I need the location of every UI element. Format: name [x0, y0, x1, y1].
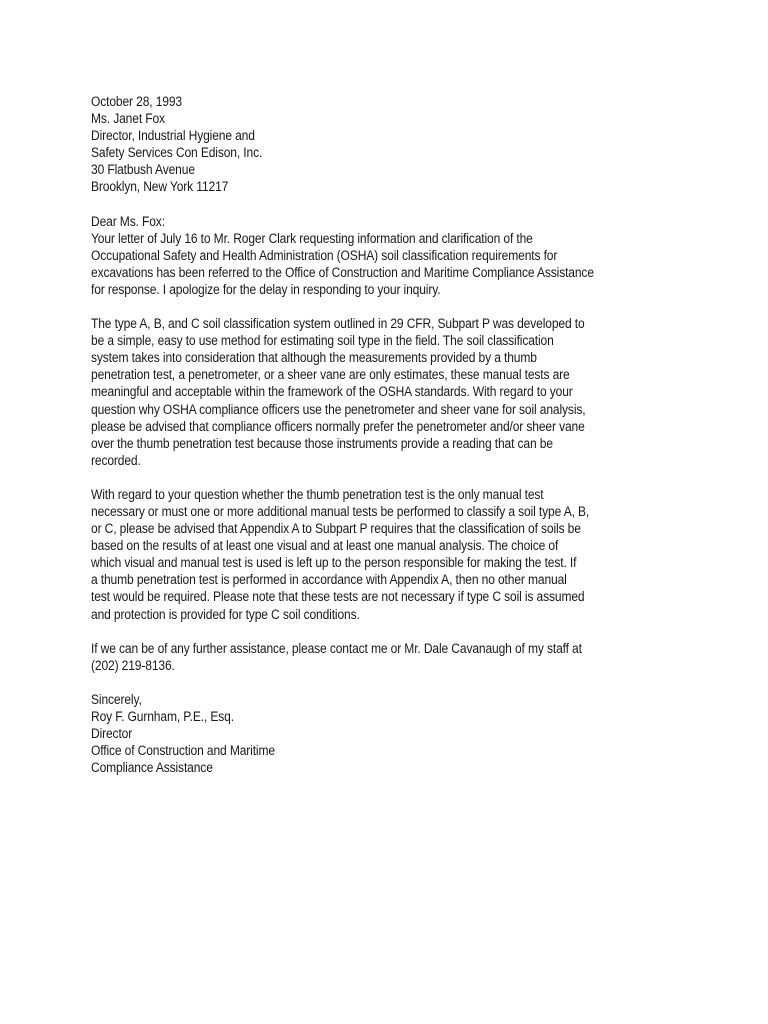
paragraph-line: a thumb penetration test is performed in accordance with Appendix A, then no other manual	[91, 572, 567, 588]
recipient-city: Brooklyn, New York 11217	[91, 179, 229, 195]
signer-office: Office of Construction and Maritime	[91, 743, 275, 759]
paragraph-line: Occupational Safety and Health Administration (OSHA) soil classification requirements for	[91, 247, 558, 263]
paragraph-line: (202) 219-8136.	[91, 657, 175, 673]
paragraph-line: excavations has been referred to the Office of Construction and Maritime Compliance Assistance	[91, 264, 594, 280]
recipient-name: Ms. Janet Fox	[91, 111, 165, 127]
paragraph-2	[91, 315, 631, 469]
signer-name: Roy F. Gurnham, P.E., Esq.	[91, 708, 234, 724]
signer-title: Director	[91, 726, 133, 741]
paragraph-line: necessary or must one or more additional manual tests be performed to classify a soil type A, B,	[91, 503, 590, 519]
paragraph-line: over the thumb penetration test because those instruments provide a reading that can be	[91, 435, 553, 451]
salutation: Dear Ms. Fox:	[91, 213, 165, 229]
paragraph-line: Your letter of July 16 to Mr. Roger Clark requesting information and clarification of the	[91, 230, 533, 246]
recipient-address	[91, 110, 631, 195]
paragraph-line: which visual and manual test is used is left up to the person responsible for making the test. If	[91, 555, 577, 571]
paragraph-line: and protection is provided for type C soil conditions.	[91, 606, 360, 622]
paragraph-line: for response. I apologize for the delay in responding to your inquiry.	[91, 281, 441, 297]
paragraph-line: The type A, B, and C soil classification system outlined in 29 CFR, Subpart P was developed to	[91, 316, 585, 332]
paragraph-line: system takes into consideration that although the measurements provided by a thumb	[91, 350, 537, 366]
paragraph-line: be a simple, easy to use method for estimating soil type in the field. The soil classification	[91, 333, 554, 349]
paragraph-line: or C, please be advised that Appendix A to Subpart P requires that the classification of soils be	[91, 521, 581, 537]
paragraph-line: test would be required. Please note that these tests are not necessary if type C soil is assumed	[91, 589, 585, 605]
paragraph-line: recorded.	[91, 452, 141, 468]
paragraph-line: meaningful and acceptable within the framework of the OSHA standards. With regard to your	[91, 384, 573, 400]
recipient-company: Safety Services Con Edison, Inc.	[91, 145, 263, 161]
paragraph-4	[91, 640, 631, 674]
paragraph-line: With regard to your question whether the thumb penetration test is the only manual test	[91, 486, 544, 502]
letter-page	[91, 93, 631, 776]
paragraph-line: please be advised that compliance officers normally prefer the penetrometer and/or sheer vane	[91, 418, 585, 434]
recipient-title: Director, Industrial Hygiene and	[91, 128, 255, 144]
signature-block	[91, 708, 631, 776]
paragraph-line: question why OSHA compliance officers use the penetrometer and sheer vane for soil analysis,	[91, 401, 586, 417]
paragraph-line: If we can be of any further assistance, please contact me or Mr. Dale Cavanaugh of my staff at	[91, 640, 582, 656]
signer-office-continued: Compliance Assistance	[91, 760, 213, 776]
paragraph-line: based on the results of at least one visual and at least one manual analysis. The choice of	[91, 538, 559, 554]
paragraph-1	[91, 230, 631, 298]
recipient-street: 30 Flatbush Avenue	[91, 162, 195, 178]
paragraph-line: penetration test, a penetrometer, or a sheer vane are only estimates, these manual tests are	[91, 367, 570, 383]
closing: Sincerely,	[91, 691, 142, 707]
paragraph-3	[91, 486, 631, 623]
letter-date: October 28, 1993	[91, 94, 182, 109]
